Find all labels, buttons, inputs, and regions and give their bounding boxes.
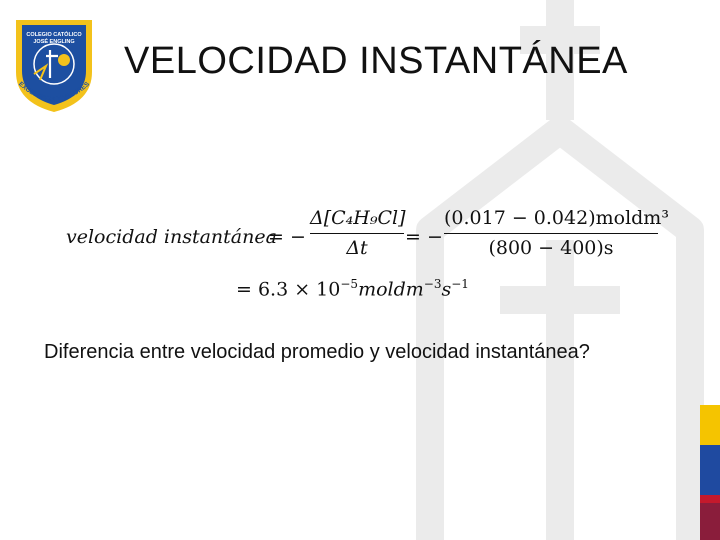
- fraction-rate: [310, 207, 404, 259]
- result-unit: moldm: [358, 278, 424, 301]
- fraction-values-numerator: (0.017 − 0.042)moldm³: [444, 207, 669, 229]
- question-text: Diferencia entre velocidad promedio y velocidad instantánea?: [44, 341, 590, 363]
- stripe-red: [700, 495, 720, 503]
- result-prefix: = 6.3 × 10: [236, 278, 341, 301]
- logo-motto: EXCELENCIA Y VALORES: [17, 80, 91, 104]
- fraction-values-denominator: (800 − 400)s: [488, 237, 614, 259]
- result-exponent: −5: [340, 277, 359, 291]
- result-seconds: s: [441, 278, 452, 301]
- formula-eq1: = −: [268, 226, 306, 248]
- stripe-blue: [700, 445, 720, 495]
- formula-result: [236, 277, 469, 300]
- stripe-maroon: [700, 503, 720, 540]
- fraction-rate-bar: [310, 233, 404, 234]
- school-logo: [10, 14, 98, 114]
- result-seconds-exponent: −1: [451, 277, 469, 291]
- stripe-yellow: [700, 405, 720, 445]
- fraction-values-bar: [444, 233, 658, 234]
- logo-top-text: COLEGIO CATÓLICO: [26, 32, 82, 38]
- formula-lhs: velocidad instantánea: [66, 226, 277, 248]
- logo-name-text: JOSÉ ENGLING: [33, 39, 75, 45]
- fraction-rate-numerator: Δ[C₄H₉Cl]: [310, 207, 406, 229]
- result-unit-exponent: −3: [423, 277, 442, 291]
- fraction-rate-denominator: Δt: [346, 237, 368, 259]
- fraction-values: [444, 207, 669, 259]
- slide-title: VELOCIDAD INSTANTÁNEA: [124, 40, 628, 82]
- formula-eq2: = −: [405, 226, 443, 248]
